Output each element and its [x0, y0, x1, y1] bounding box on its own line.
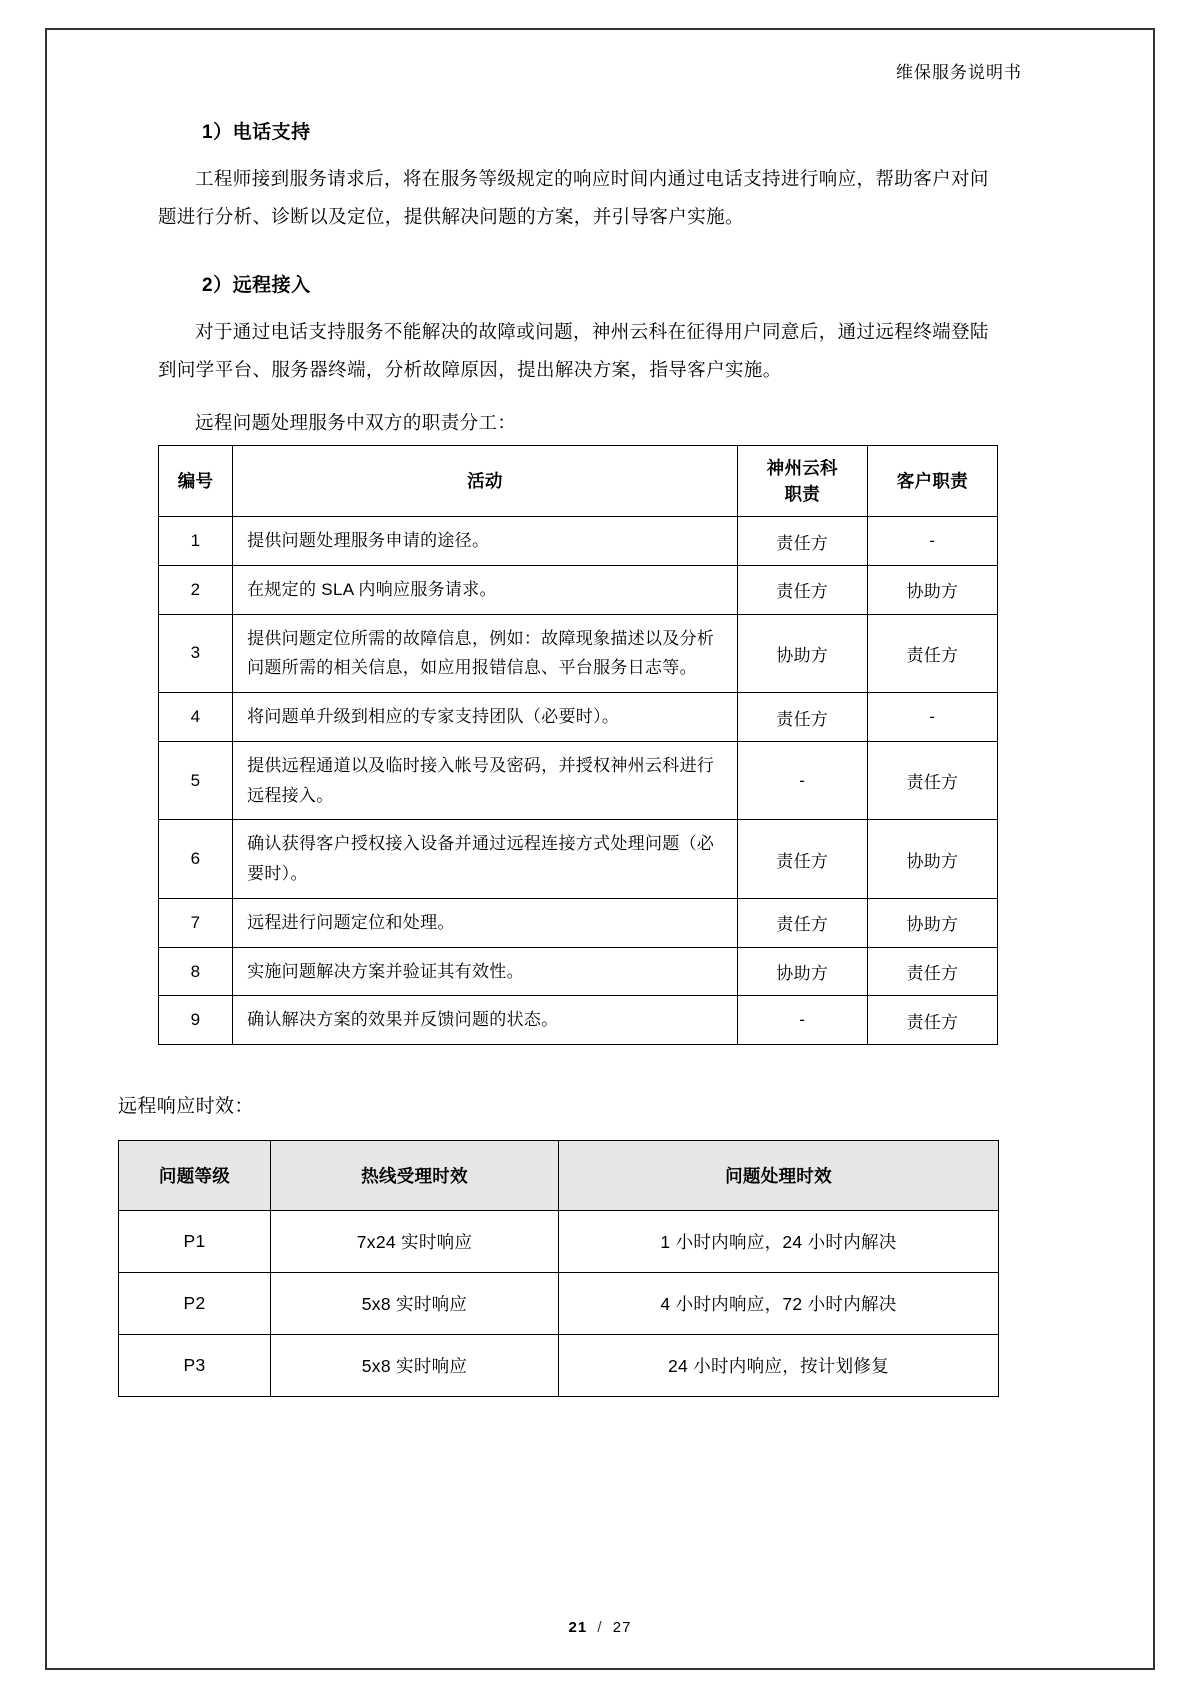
row-handling-sla: 4 小时内响应，72 小时内解决 — [559, 1273, 999, 1335]
section-paragraph-phone-support: 工程师接到服务请求后，将在服务等级规定的响应时间内通过电话支持进行响应，帮助客户对问题进行分析、诊断以及定位，提供解决问题的方案，并引导客户实施。 — [158, 168, 989, 227]
table1-header-provider-responsibility — [737, 445, 867, 517]
row-number: 6 — [159, 820, 233, 899]
table-row — [119, 1273, 999, 1335]
table-row — [159, 741, 998, 820]
row-provider-responsibility: 责任方 — [737, 565, 867, 614]
section-title-remote-access: 2）远程接入 — [202, 274, 311, 296]
table-row — [159, 614, 998, 693]
row-activity: 确认获得客户授权接入设备并通过远程连接方式处理问题（必要时）。 — [233, 820, 738, 899]
row-number: 3 — [159, 614, 233, 693]
row-customer-responsibility: 协助方 — [867, 565, 997, 614]
row-problem-level: P3 — [119, 1335, 271, 1397]
table-row — [159, 693, 998, 742]
row-activity: 将问题单升级到相应的专家支持团队（必要时）。 — [233, 693, 738, 742]
table-row — [159, 517, 998, 566]
table-row — [159, 947, 998, 996]
row-provider-responsibility: 责任方 — [737, 898, 867, 947]
table2-header-hotline-sla: 热线受理时效 — [271, 1141, 559, 1211]
table-row — [159, 565, 998, 614]
page-content — [110, 58, 1090, 1397]
row-number: 5 — [159, 741, 233, 820]
footer-separator: / — [597, 1619, 603, 1636]
remote-response-sla-table — [118, 1140, 999, 1397]
section-title-phone-support: 1）电话支持 — [202, 122, 311, 143]
row-provider-responsibility: 责任方 — [737, 517, 867, 566]
table2-lead-text: 远程响应时效： — [118, 1096, 254, 1118]
row-activity: 在规定的 SLA 内响应服务请求。 — [233, 565, 738, 614]
row-provider-responsibility: 协助方 — [737, 614, 867, 693]
row-problem-level: P1 — [119, 1211, 271, 1273]
row-activity: 提供远程通道以及临时接入帐号及密码，并授权神州云科进行远程接入。 — [233, 741, 738, 820]
table-header-row — [119, 1141, 999, 1211]
page-footer — [0, 1619, 1200, 1636]
row-activity: 提供问题处理服务申请的途径。 — [233, 517, 738, 566]
row-customer-responsibility: - — [867, 517, 997, 566]
row-provider-responsibility: - — [737, 996, 867, 1045]
row-provider-responsibility: 责任方 — [737, 693, 867, 742]
table1-header-provider-line2: 职责 — [784, 483, 821, 504]
row-customer-responsibility: 责任方 — [867, 614, 997, 693]
table1-header-customer-responsibility: 客户职责 — [867, 445, 997, 517]
table1-header-number: 编号 — [159, 445, 233, 517]
row-provider-responsibility: - — [737, 741, 867, 820]
row-provider-responsibility: 责任方 — [737, 820, 867, 899]
table-row — [159, 898, 998, 947]
footer-total-pages: 27 — [612, 1619, 632, 1636]
table-row — [119, 1335, 999, 1397]
section-paragraph-remote-access: 对于通过电话支持服务不能解决的故障或问题，神州云科在征得用户同意后，通过远程终端登陆到问学平台、服务器终端，分析故障原因，提出解决方案，指导客户实施。 — [158, 320, 989, 380]
table-row — [159, 820, 998, 899]
row-customer-responsibility: 责任方 — [867, 996, 997, 1045]
row-customer-responsibility: 责任方 — [867, 947, 997, 996]
row-number: 4 — [159, 693, 233, 742]
responsibility-table — [158, 445, 998, 1046]
row-number: 8 — [159, 947, 233, 996]
row-handling-sla: 24 小时内响应，按计划修复 — [559, 1335, 999, 1397]
table2-header-problem-level: 问题等级 — [119, 1141, 271, 1211]
footer-current-page: 21 — [568, 1619, 588, 1636]
table1-header-activity: 活动 — [233, 445, 738, 517]
row-number: 9 — [159, 996, 233, 1045]
table1-lead-text: 远程问题处理服务中双方的职责分工： — [195, 411, 517, 433]
row-hotline-sla: 7x24 实时响应 — [271, 1211, 559, 1273]
row-activity: 确认解决方案的效果并反馈问题的状态。 — [233, 996, 738, 1045]
table2-header-handling-sla: 问题处理时效 — [559, 1141, 999, 1211]
table-row — [159, 996, 998, 1045]
table-header-row — [159, 445, 998, 517]
row-hotline-sla: 5x8 实时响应 — [271, 1335, 559, 1397]
row-customer-responsibility: 责任方 — [867, 741, 997, 820]
row-activity: 提供问题定位所需的故障信息，例如：故障现象描述以及分析问题所需的相关信息，如应用报错信息、平台服务日志等。 — [233, 614, 738, 693]
document-header-title: 维保服务说明书 — [896, 63, 1022, 82]
row-provider-responsibility: 协助方 — [737, 947, 867, 996]
row-number: 1 — [159, 517, 233, 566]
row-activity: 实施问题解决方案并验证其有效性。 — [233, 947, 738, 996]
row-number: 2 — [159, 565, 233, 614]
table-row — [119, 1211, 999, 1273]
row-customer-responsibility: 协助方 — [867, 898, 997, 947]
row-customer-responsibility: 协助方 — [867, 820, 997, 899]
row-activity: 远程进行问题定位和处理。 — [233, 898, 738, 947]
row-number: 7 — [159, 898, 233, 947]
row-customer-responsibility: - — [867, 693, 997, 742]
row-hotline-sla: 5x8 实时响应 — [271, 1273, 559, 1335]
table1-header-provider-line1: 神州云科 — [766, 457, 838, 478]
row-problem-level: P2 — [119, 1273, 271, 1335]
row-handling-sla: 1 小时内响应，24 小时内解决 — [559, 1211, 999, 1273]
